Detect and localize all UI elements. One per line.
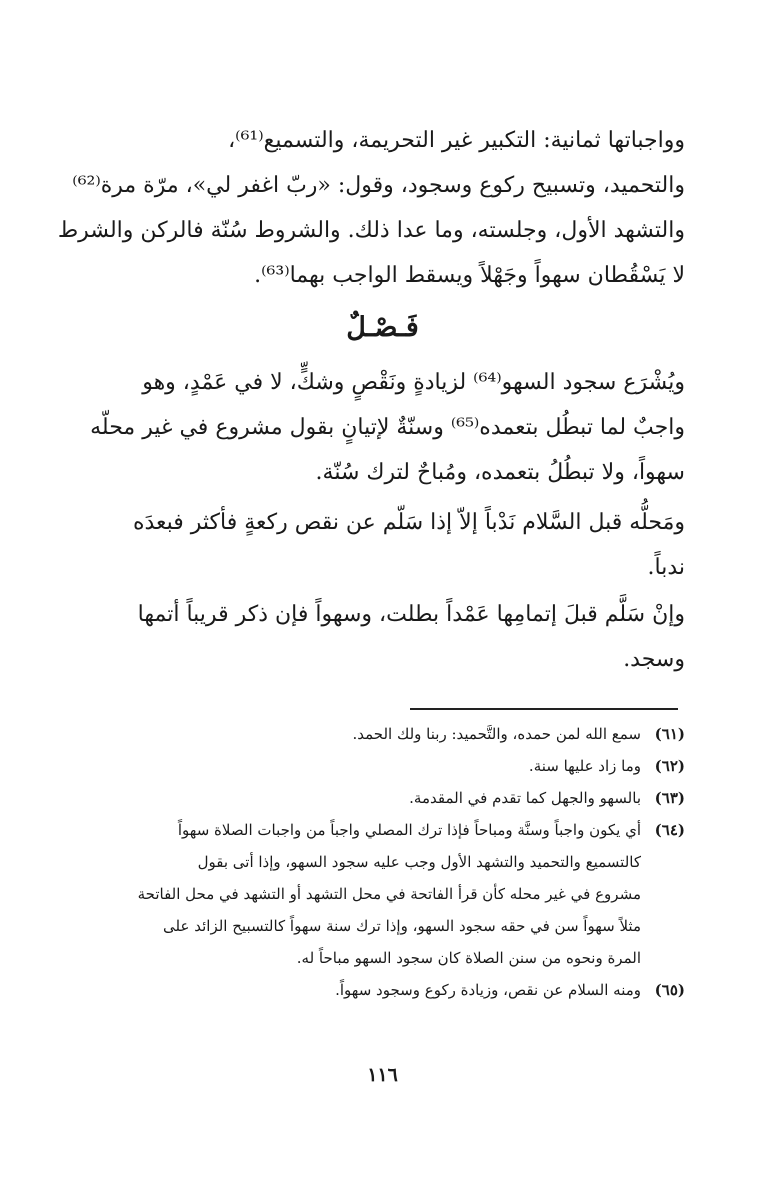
text-line: لا يَسْقُطان سهواً وجَهْلاً ويسقط الواجب بهما⁽⁶³⁾.	[254, 263, 685, 288]
footnote-line: ومنه السلام عن نقص، وزيادة ركوع وسجود سهواً.	[335, 981, 641, 999]
footnote-line: مشروع في غير محله كأن قرأ الفاتحة في محل التشهد أو التشهد في محل الفاتحة	[137, 885, 641, 903]
text-line: ندباً.	[647, 555, 685, 580]
footnote-line: وما زاد عليها سنة.	[528, 757, 641, 775]
text-line: سهواً، ولا تبطُلُ بتعمده، ومُباحٌ لترك سُنّة.	[315, 460, 685, 485]
footnote-65	[78, 974, 685, 1006]
text-line: وسجد.	[623, 647, 685, 672]
footnote-body	[78, 974, 641, 1006]
footnotes	[78, 718, 685, 1006]
footnote-61	[78, 718, 685, 750]
footnote-line: المرة ونحوه من سنن الصلاة كان سجود السهو مباحاً له.	[296, 949, 641, 967]
footnote-64	[78, 814, 685, 974]
footnote-line: سمع الله لمن حمده، والتَّحميد: ربنا ولك الحمد.	[352, 725, 641, 743]
paragraph-early-salam	[78, 592, 685, 682]
text-line: ويُشْرَع سجود السهو⁽⁶⁴⁾ لزيادةٍ ونَقْصٍ وشكٍّ، لا في عَمْدٍ، وهو	[142, 370, 685, 395]
footnote-line: كالتسميع والتحميد والتشهد الأول وجب عليه سجود السهو، وإذا أتى بقول	[197, 853, 641, 871]
footnote-number: (٦٤)	[654, 821, 685, 839]
footnote-line: مثلاً سهواً سن في حقه سجود السهو، وإذا ترك سنة سهواً كالتسبيح الزائد على	[163, 917, 641, 935]
footnote-body	[78, 750, 641, 782]
text-line: وإنْ سَلَّم قبلَ إتمامِها عَمْداً بطلت، وسهواً فإن ذكر قريباً أتمها	[137, 602, 685, 627]
text-line: والتحميد، وتسبيح ركوع وسجود، وقول: «ربّ اغفر لي»، مرّة مرة⁽⁶²⁾	[72, 173, 685, 198]
paragraph-obligations	[57, 118, 685, 298]
text-line: ومَحلُّه قبل السَّلام نَدْباً إلاّ إذا سَلّم عن نقص ركعةٍ فأكثر فبعدَه	[132, 510, 685, 535]
text-line: وواجباتها ثمانية: التكبير غير التحريمة، والتسميع⁽⁶¹⁾،	[228, 128, 685, 153]
footnote-number: (٦٢)	[654, 757, 685, 775]
footnote-number: (٦١)	[654, 725, 685, 743]
footnote-63	[78, 782, 685, 814]
footnote-body	[78, 814, 641, 974]
section-heading: فَـصْـلٌ	[346, 312, 419, 343]
footnote-62	[78, 750, 685, 782]
text-line: والتشهد الأول، وجلسته، وما عدا ذلك. والشروط سُنّة فالركن والشرط	[57, 218, 685, 243]
paragraph-placement	[78, 500, 685, 590]
footnote-line: بالسهو والجهل كما تقدم في المقدمة.	[409, 789, 641, 807]
page-number: ١١٦	[367, 1064, 398, 1086]
footnote-body	[78, 782, 641, 814]
footnote-number: (٦٥)	[654, 981, 685, 999]
paragraph-prostration-of-forgetfulness	[78, 360, 685, 495]
footnote-divider	[410, 708, 678, 710]
footnote-line: أي يكون واجباً وسنَّة ومباحاً فإذا ترك المصلي واجباً من واجبات الصلاة سهواً	[177, 821, 641, 839]
footnote-body	[78, 718, 641, 750]
footnote-number: (٦٣)	[654, 789, 685, 807]
text-line: واجبٌ لما تبطُل بتعمده⁽⁶⁵⁾ وسنّةٌ لإتيانٍ بقول مشروع في غير محلّه	[90, 415, 685, 440]
